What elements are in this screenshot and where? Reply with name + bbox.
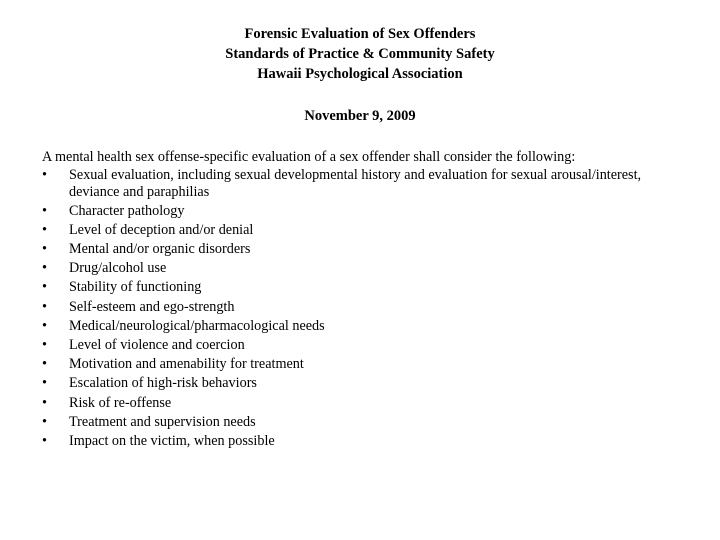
- list-item: [42, 433, 682, 450]
- bullet-icon: •: [42, 317, 47, 334]
- list-item: [42, 279, 682, 296]
- document-title: Forensic Evaluation of Sex Offenders: [244, 26, 476, 42]
- list-item: [42, 337, 682, 354]
- list-item: [42, 167, 682, 200]
- bullet-icon: •: [42, 337, 47, 353]
- bullet-icon: •: [42, 432, 47, 449]
- bullet-icon: •: [42, 241, 47, 258]
- list-item-text: Medical/neurological/pharmacological needs: [69, 317, 325, 334]
- bullet-icon: •: [42, 356, 47, 373]
- document-date: November 9, 2009: [304, 108, 416, 124]
- document-body: [42, 148, 682, 452]
- list-item-text: Sexual evaluation, including sexual developmental history and evaluation for sexual arousal/interest, deviance and paraphilias: [69, 167, 642, 200]
- list-item-text: Impact on the victim, when possible: [69, 432, 275, 449]
- criteria-list: [42, 167, 682, 449]
- list-item-text: Level of deception and/or denial: [69, 221, 254, 238]
- list-item-text: Character pathology: [69, 202, 185, 219]
- bullet-icon: •: [42, 298, 47, 315]
- list-item-text: Level of violence and coercion: [69, 337, 245, 353]
- bullet-icon: •: [42, 202, 47, 219]
- list-item-text: Risk of re-offense: [69, 394, 172, 411]
- bullet-icon: •: [42, 167, 47, 183]
- list-item: [42, 241, 682, 258]
- list-item-text: Mental and/or organic disorders: [69, 241, 251, 258]
- bullet-icon: •: [42, 413, 47, 430]
- list-item: [42, 414, 682, 431]
- document-subtitle: Standards of Practice & Community Safety: [225, 46, 495, 62]
- list-item-text: Self-esteem and ego-strength: [69, 298, 235, 315]
- list-item: [42, 395, 682, 412]
- list-item-text: Treatment and supervision needs: [69, 413, 256, 430]
- list-item: [42, 356, 682, 373]
- list-item-text: Escalation of high-risk behaviors: [69, 375, 257, 392]
- organization-name: Hawaii Psychological Association: [257, 66, 463, 82]
- bullet-icon: •: [42, 279, 47, 296]
- list-item: [42, 318, 682, 335]
- document-header: [0, 24, 720, 84]
- list-item: [42, 375, 682, 392]
- list-item-text: Motivation and amenability for treatment: [69, 356, 304, 373]
- list-item: [42, 203, 682, 220]
- list-item: [42, 222, 682, 239]
- list-item: [42, 299, 682, 316]
- list-item-text: Drug/alcohol use: [69, 260, 167, 277]
- bullet-icon: •: [42, 260, 47, 277]
- bullet-icon: •: [42, 375, 47, 392]
- bullet-icon: •: [42, 394, 47, 411]
- intro-paragraph: A mental health sex offense-specific evaluation of a sex offender shall consider the following:: [42, 149, 576, 165]
- list-item: [42, 260, 682, 277]
- list-item-text: Stability of functioning: [69, 279, 202, 296]
- bullet-icon: •: [42, 221, 47, 238]
